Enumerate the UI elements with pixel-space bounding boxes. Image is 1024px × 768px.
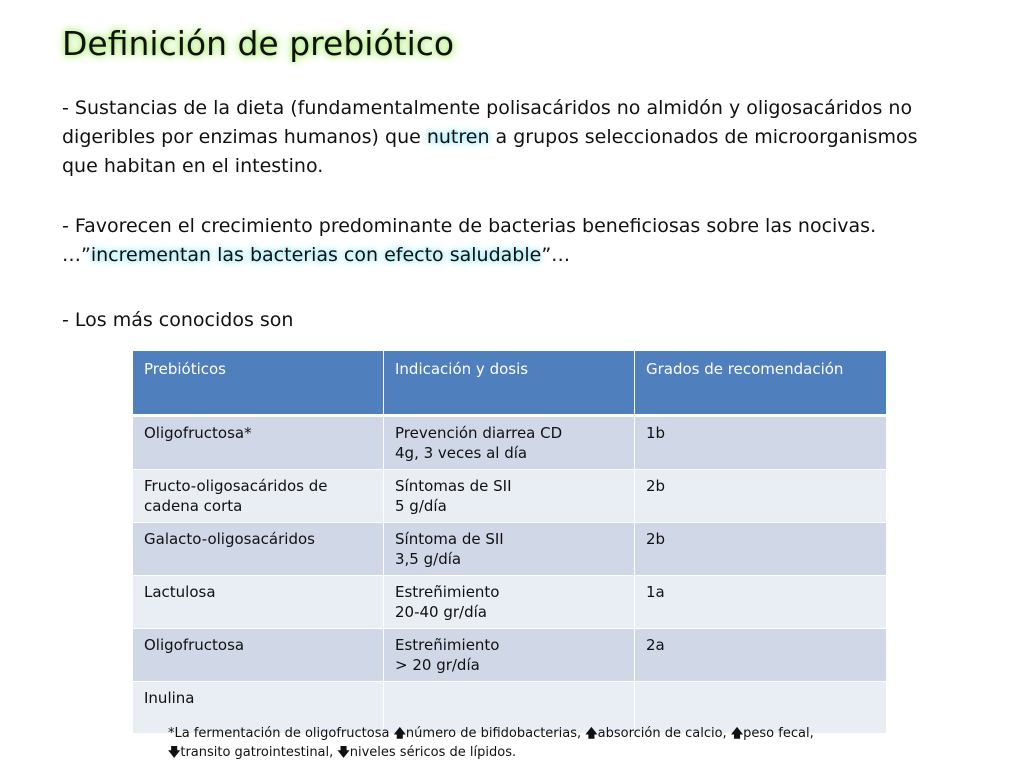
header-prebioticos: Prebióticos <box>133 351 384 416</box>
cell-grade: 1a <box>635 576 887 629</box>
paragraph-definition-text-start: - Sustancias de la dieta (fundamentalmente polisacáridos no almidón y oligosacáridos no digeribles por enzimas humanos) que <box>62 97 913 148</box>
cell-prebiotic: Oligofructosa* <box>133 416 384 470</box>
arrow-up-icon: 🡅 <box>730 726 744 740</box>
cell-indication <box>384 576 635 629</box>
cell-prebiotic: Galacto-oligosacáridos <box>133 523 384 576</box>
highlight-incrementan: incrementan las bacterias con efecto saludable <box>90 244 542 266</box>
cell-indication <box>384 470 635 523</box>
footnote-up-3: peso fecal, <box>743 726 814 741</box>
cell-grade: 2b <box>635 470 887 523</box>
dose-text: > 20 gr/día <box>395 656 480 674</box>
table-row <box>133 629 887 682</box>
arrow-down-icon: 🡇 <box>337 745 350 759</box>
table-row <box>133 416 887 470</box>
dose-text: 20-40 gr/día <box>395 603 487 621</box>
cell-indication <box>384 416 635 470</box>
cell-grade: 1b <box>635 416 887 470</box>
arrow-up-icon: 🡅 <box>585 726 598 740</box>
cell-indication <box>384 629 635 682</box>
dose-text: 3,5 g/día <box>395 550 462 568</box>
table-row <box>133 470 887 523</box>
cell-grade: 2b <box>635 523 887 576</box>
cell-prebiotic: Inulina <box>133 682 384 734</box>
prebiotics-table <box>132 350 887 734</box>
footnote <box>168 724 888 762</box>
slide-title: Definición de prebiótico <box>62 24 455 63</box>
arrow-down-icon: 🡇 <box>168 745 181 759</box>
table-header-row <box>133 351 887 416</box>
table-row <box>133 576 887 629</box>
footnote-up-1: número de bifidobacterias, <box>405 726 586 741</box>
footnote-down-1: transito gatrointestinal, <box>180 745 338 760</box>
table-row <box>133 523 887 576</box>
highlight-nutren: nutren <box>426 126 490 148</box>
indication-text: Prevención diarrea CD <box>395 424 563 442</box>
cell-grade: 2a <box>635 629 887 682</box>
paragraph-benefits <box>62 212 962 270</box>
paragraph-known: - Los más conocidos son <box>62 309 294 331</box>
paragraph-definition <box>62 94 942 181</box>
dose-text: 5 g/día <box>395 497 447 515</box>
footnote-prefix: *La fermentación de oligofructosa <box>168 726 394 741</box>
paragraph-benefits-text-end: ”… <box>541 244 571 266</box>
footnote-down-2: niveles séricos de lípidos. <box>349 745 517 760</box>
cell-prebiotic: Fructo-oligosacáridos de cadena corta <box>133 470 384 523</box>
header-indicacion-dosis: Indicación y dosis <box>384 351 635 416</box>
paragraph-definition-text-end: a grupos seleccionados de microorganismos que habitan en el intestino. <box>62 126 918 177</box>
arrow-up-icon: 🡅 <box>393 726 406 740</box>
indication-text: Estreñimiento <box>395 636 500 654</box>
indication-text: Síntoma de SII <box>395 530 504 548</box>
cell-prebiotic: Oligofructosa <box>133 629 384 682</box>
indication-text: Estreñimiento <box>395 583 500 601</box>
paragraph-benefits-text-start: - Favorecen el crecimiento predominante de bacterias beneficiosas sobre las nocivas. …” <box>62 215 877 266</box>
dose-text: 4g, 3 veces al día <box>395 444 528 462</box>
footnote-up-2: absorción de calcio, <box>597 726 731 741</box>
cell-prebiotic: Lactulosa <box>133 576 384 629</box>
header-grados-recomendacion: Grados de recomendación <box>635 351 887 416</box>
indication-text: Síntomas de SII <box>395 477 512 495</box>
cell-indication <box>384 523 635 576</box>
